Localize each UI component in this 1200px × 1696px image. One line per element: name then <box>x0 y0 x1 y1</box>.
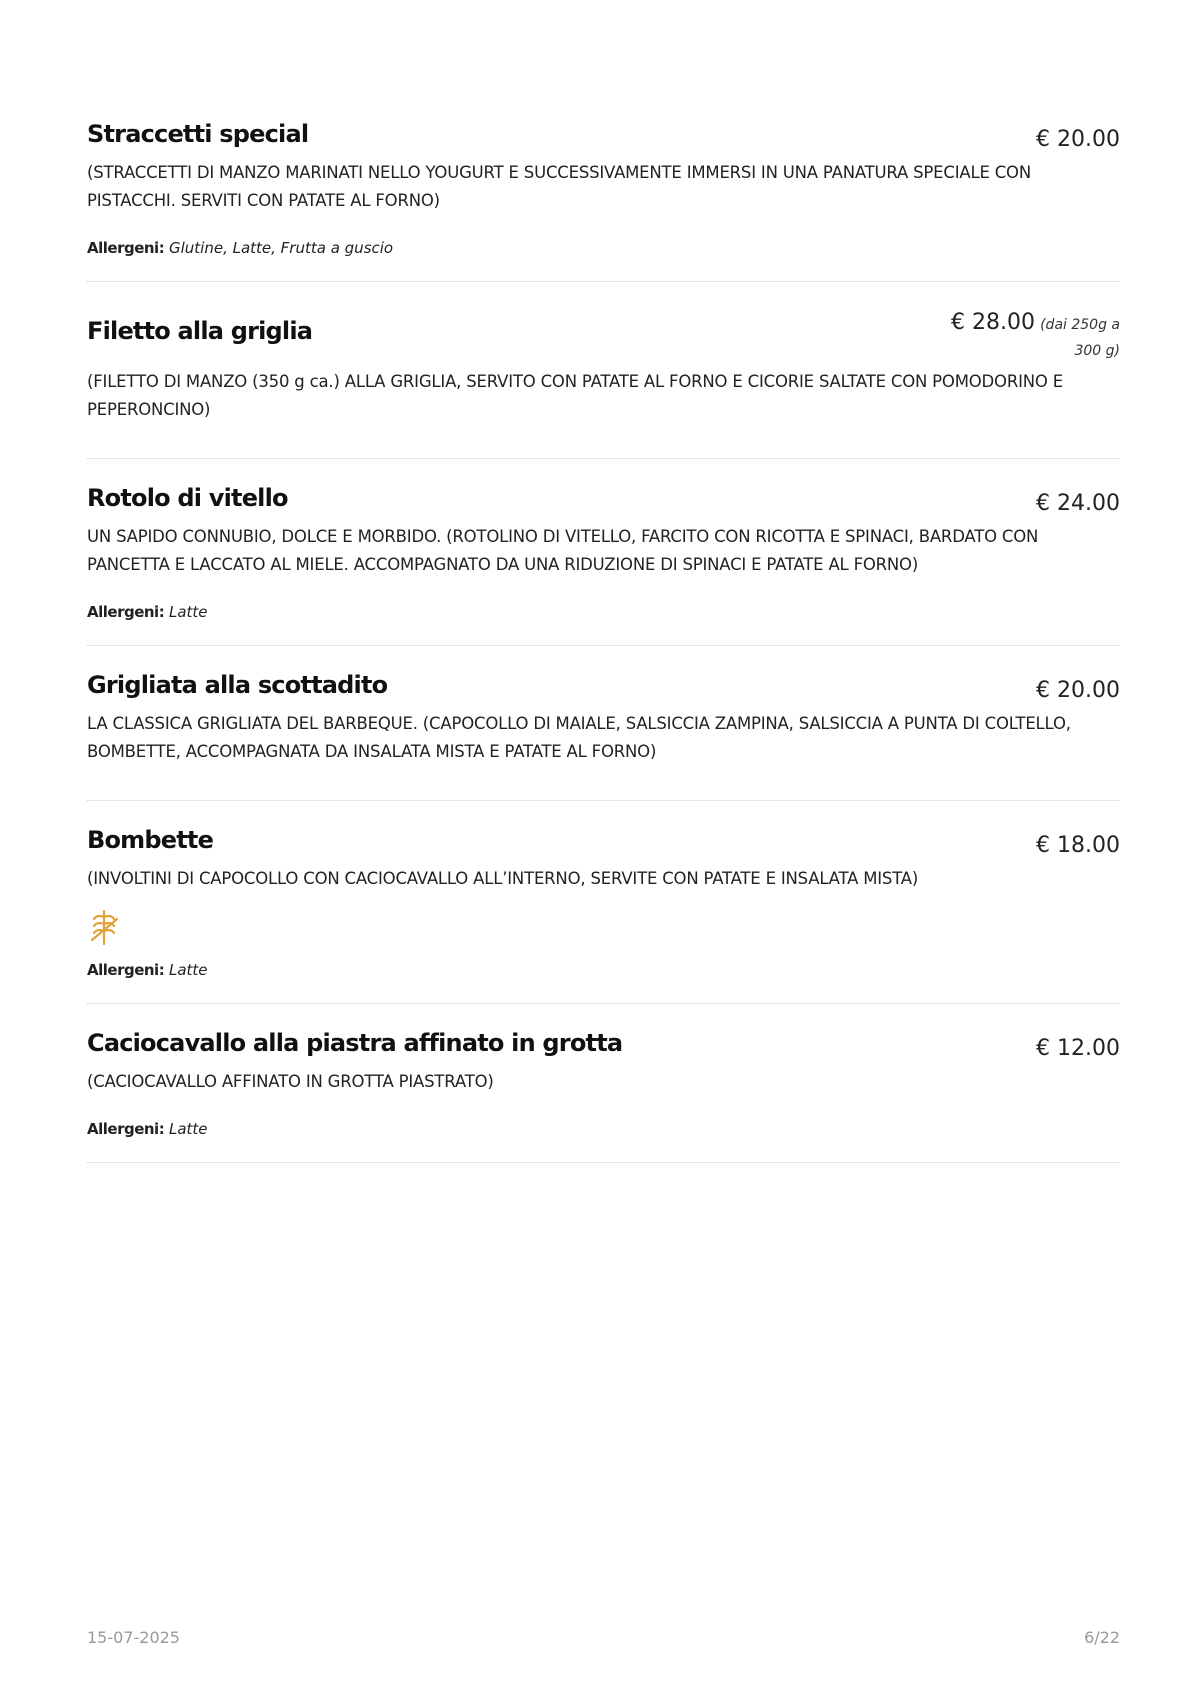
menu-item <box>87 117 1120 282</box>
menu-item-name: Filetto alla griglia <box>87 317 313 345</box>
menu-item-name: Grigliata alla scottadito <box>87 671 388 699</box>
menu-item-description: UN SAPIDO CONNUBIO, DOLCE E MORBIDO. (ROTOLINO DI VITELLO, FARCITO CON RICOTTA E SPINACI, BARDATO CON PANCETTA E LACCATO AL MIELE. ACCOMPAGNATO DA UNA RIDUZIONE DI SPINACI E PATATE AL FORNO) <box>87 527 1039 574</box>
menu-item <box>87 1026 1120 1163</box>
menu-item-header <box>87 823 1120 861</box>
allergen-label: Allergeni: <box>87 603 165 621</box>
menu-item-header <box>87 481 1120 519</box>
page-footer <box>87 1628 1120 1647</box>
menu-item <box>87 304 1120 459</box>
menu-item-header <box>87 1026 1120 1064</box>
allergen-values: Latte <box>168 961 208 979</box>
allergen-values: Latte <box>168 1120 208 1138</box>
menu-item <box>87 481 1120 646</box>
menu-item-description: (CACIOCAVALLO AFFINATO IN GROTTA PIASTRATO) <box>87 1072 494 1091</box>
menu-item-allergens <box>87 959 1120 981</box>
menu-item-description: (STRACCETTI DI MANZO MARINATI NELLO YOUGURT E SUCCESSIVAMENTE IMMERSI IN UNA PANATURA SPECIALE CON PISTACCHI. SERVITI CON PATATE AL FORNO) <box>87 163 1031 210</box>
footer-date: 15-07-2025 <box>87 1628 180 1647</box>
menu-item-price: € 12.00 <box>1036 1036 1120 1061</box>
menu-item-allergens <box>87 237 1120 259</box>
allergen-values: Glutine, Latte, Frutta a guscio <box>168 239 394 257</box>
menu-item-price: € 18.00 <box>1036 833 1120 858</box>
menu-item-description: (FILETTO DI MANZO (350 g ca.) ALLA GRIGLIA, SERVITO CON PATATE AL FORNO E CICORIE SALTATE CON POMODORINO E PEPERONCINO) <box>87 372 1063 419</box>
allergen-values: Latte <box>168 603 208 621</box>
menu-item-price-group <box>940 308 1120 364</box>
allergen-label: Allergeni: <box>87 239 165 257</box>
allergen-label: Allergeni: <box>87 961 165 979</box>
menu-item-description: LA CLASSICA GRIGLIATA DEL BARBEQUE. (CAPOCOLLO DI MAIALE, SALSICCIA ZAMPINA, SALSICCIA A PUNTA DI COLTELLO, BOMBETTE, ACCOMPAGNATA DA INSALATA MISTA E PATATE AL FORNO) <box>87 714 1071 761</box>
menu-list <box>87 117 1120 1185</box>
menu-item-name: Rotolo di vitello <box>87 484 288 512</box>
menu-item-description: (INVOLTINI DI CAPOCOLLO CON CACIOCAVALLO ALL’INTERNO, SERVITE CON PATATE E INSALATA MISTA) <box>87 869 919 888</box>
menu-item <box>87 823 1120 1004</box>
gluten-free-wheat-icon <box>87 907 123 947</box>
menu-item-header <box>87 117 1120 155</box>
menu-item-name: Bombette <box>87 826 214 854</box>
menu-item-name: Caciocavallo alla piastra affinato in grotta <box>87 1029 623 1057</box>
footer-page-number: 6/22 <box>1084 1628 1120 1647</box>
menu-item-price: € 20.00 <box>1036 127 1120 152</box>
menu-item <box>87 668 1120 801</box>
menu-item-name: Straccetti special <box>87 120 309 148</box>
menu-item-price: € 24.00 <box>1036 491 1120 516</box>
menu-item-price-note: (dai 250g a 300 g) <box>1040 317 1120 359</box>
menu-item-allergens <box>87 601 1120 623</box>
menu-item-price: € 28.00 <box>951 310 1035 335</box>
menu-item-header <box>87 304 1120 364</box>
menu-item-header <box>87 668 1120 706</box>
menu-item-allergens <box>87 1118 1120 1140</box>
menu-item-price: € 20.00 <box>1036 678 1120 703</box>
allergen-label: Allergeni: <box>87 1120 165 1138</box>
